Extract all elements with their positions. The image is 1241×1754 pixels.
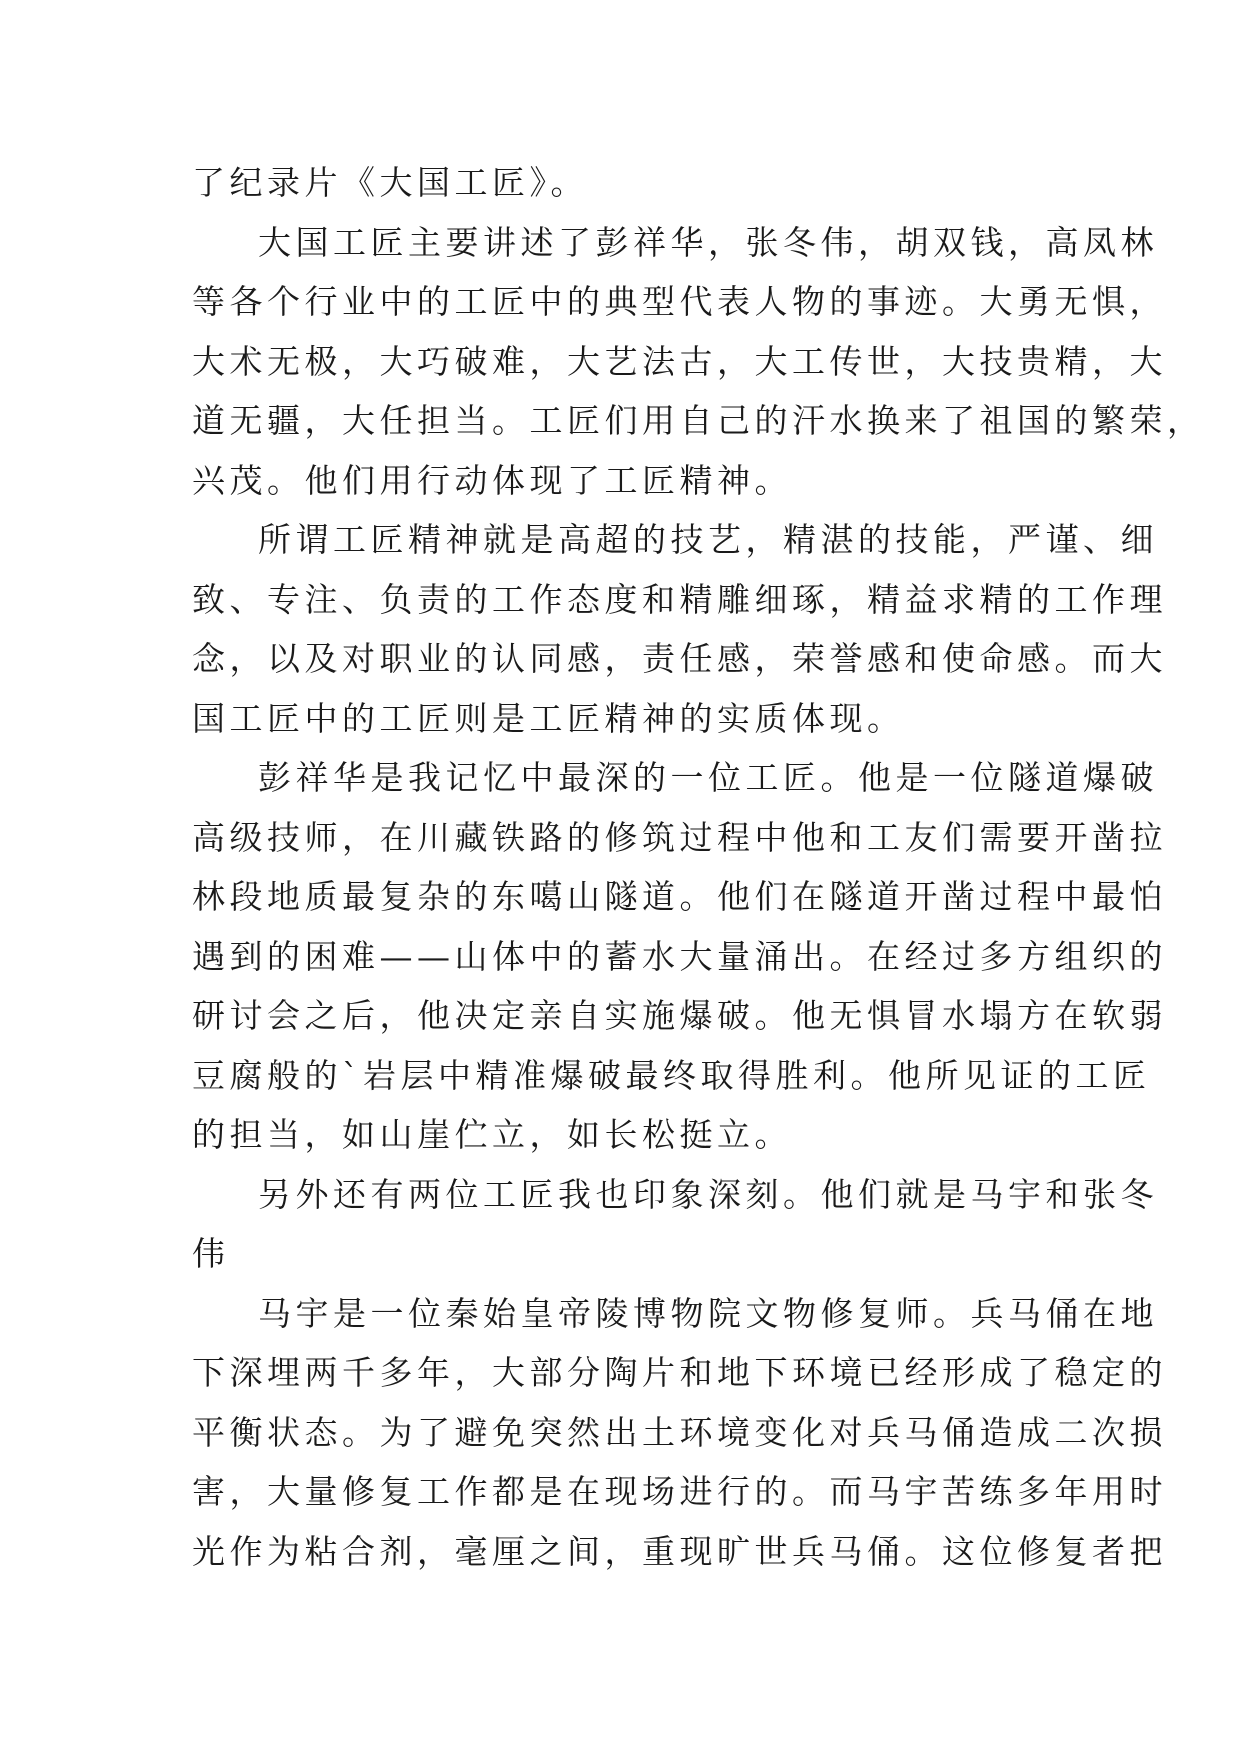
paragraph-6	[192, 1284, 1167, 1582]
paragraph-2	[192, 213, 1205, 511]
paragraph-5	[192, 1165, 1158, 1284]
text-line: 害，大量修复工作都是在现场进行的。而马宇苦练多年用时	[192, 1472, 1167, 1511]
text-line: 林段地质最复杂的东噶山隧道。他们在隧道开凿过程中最怕	[192, 877, 1167, 916]
text-line: 了纪录片《大国工匠》。	[192, 163, 588, 202]
text-line: 道无疆，大任担当。工匠们用自己的汗水换来了祖国的繁荣，	[192, 401, 1205, 440]
text-line: 的担当，如山崖伫立，如长松挺立。	[192, 1115, 792, 1154]
text-line: 遇到的困难——山体中的蓄水大量涌出。在经过多方组织的	[192, 936, 1167, 976]
text-line: 光作为粘合剂，毫厘之间，重现旷世兵马俑。这位修复者把	[192, 1531, 1167, 1571]
text-line: 致、专注、负责的工作态度和精雕细琢，精益求精的工作理	[192, 579, 1167, 619]
text-line: 国工匠中的工匠则是工匠精神的实质体现。	[192, 698, 905, 738]
text-line: 彭祥华是我记忆中最深的一位工匠。他是一位隧道爆破	[258, 758, 1158, 797]
text-line: 大国工匠主要讲述了彭祥华，张冬伟，胡双钱，高凤林	[258, 222, 1158, 262]
text-line: 高级技师，在川藏铁路的修筑过程中他和工友们需要开凿拉	[192, 817, 1167, 857]
text-line: 另外还有两位工匠我也印象深刻。他们就是马宇和张冬	[258, 1174, 1158, 1214]
text-line: 平衡状态。为了避免突然出土环境变化对兵马俑造成二次损	[192, 1412, 1167, 1452]
text-line: 马宇是一位秦始皇帝陵博物院文物修复师。兵马俑在地	[258, 1293, 1158, 1333]
document-body	[192, 153, 1205, 1581]
text-line: 所谓工匠精神就是高超的技艺，精湛的技能，严谨、细	[258, 520, 1158, 559]
text-line: 伟	[192, 1234, 230, 1273]
text-line: 兴茂。他们用行动体现了工匠精神。	[192, 460, 792, 500]
text-line: 念，以及对职业的认同感，责任感，荣誉感和使命感。而大	[192, 639, 1167, 678]
text-line: 下深埋两千多年，大部分陶片和地下环境已经形成了稳定的	[192, 1353, 1167, 1392]
text-line: 等各个行业中的工匠中的典型代表人物的事迹。大勇无惧，	[192, 282, 1167, 321]
text-line: 大术无极，大巧破难，大艺法古，大工传世，大技贵精，大	[192, 341, 1167, 381]
text-line: 研讨会之后，他决定亲自实施爆破。他无惧冒水塌方在软弱	[192, 996, 1167, 1035]
paragraph-1	[192, 153, 1054, 213]
paragraph-4	[192, 748, 1167, 1165]
text-line: 豆腐般的`岩层中精准爆破最终取得胜利。他所见证的工匠	[192, 1055, 1151, 1095]
paragraph-3	[192, 510, 1167, 748]
